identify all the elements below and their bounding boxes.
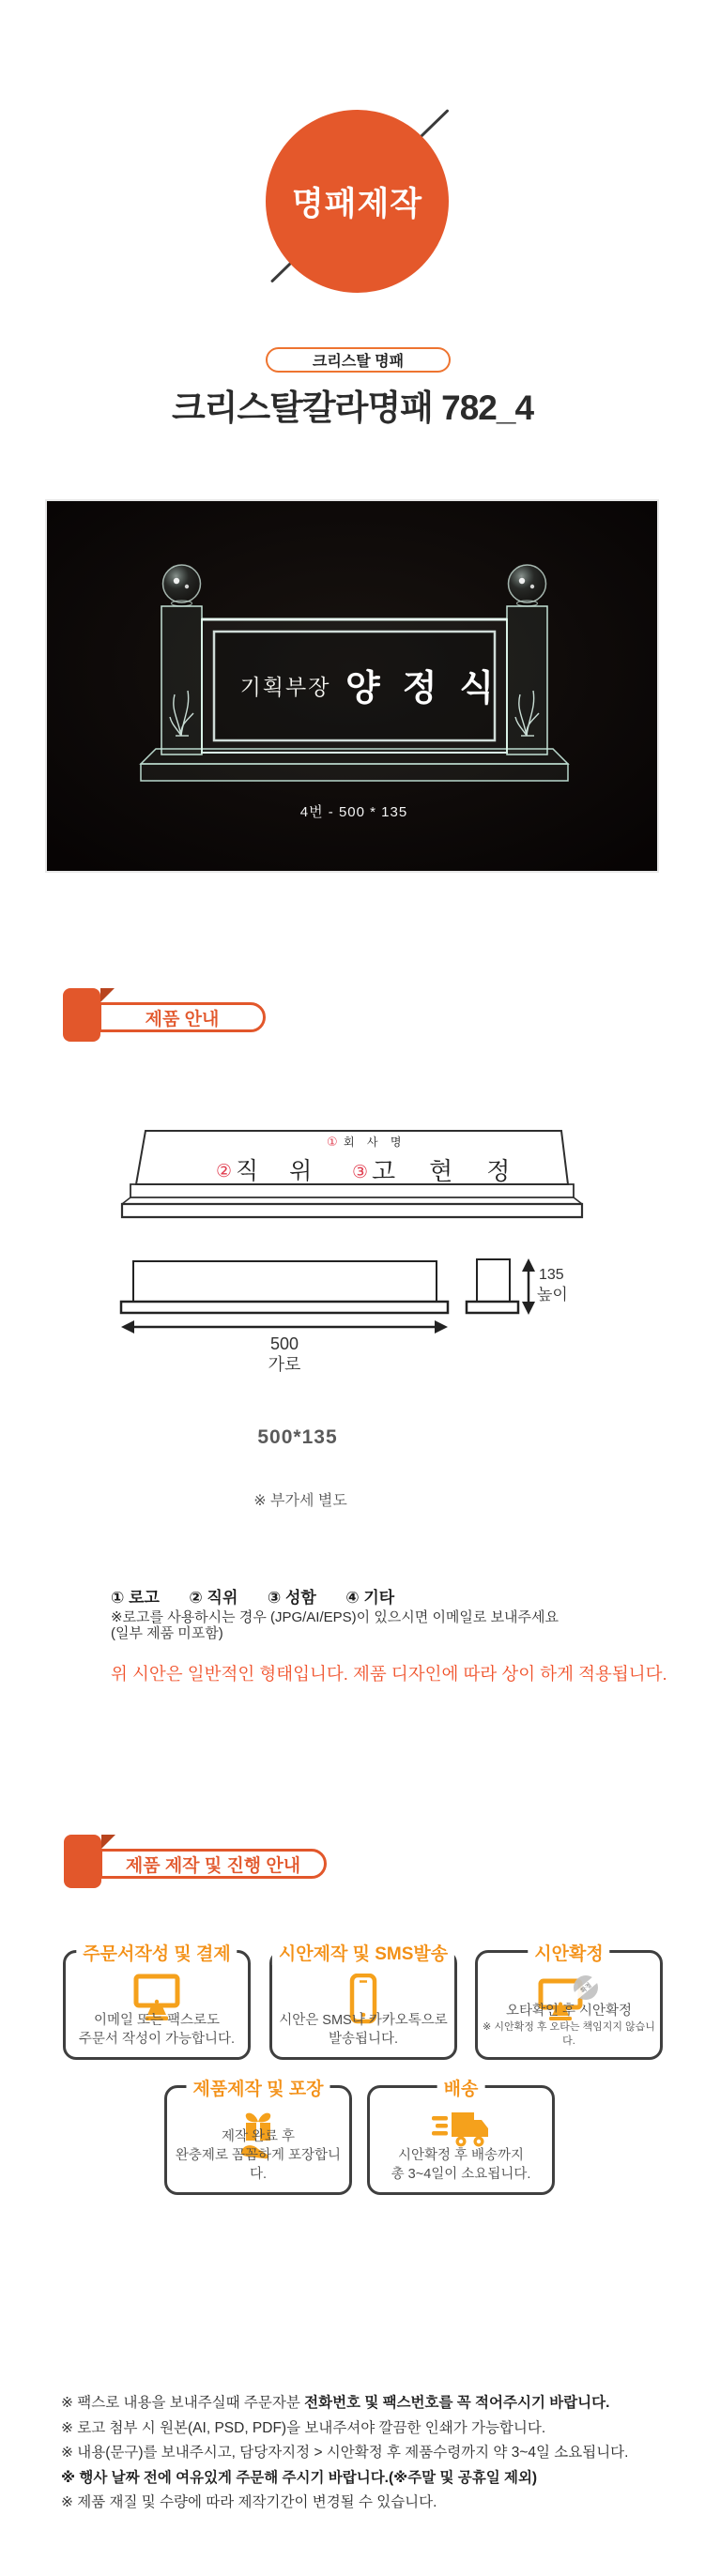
footer-notes [61, 2391, 628, 2516]
section1-title: 제품 안내 [145, 1009, 220, 1029]
photo-caption: 4번 - 500 * 135 [299, 804, 408, 820]
option-name: ③ 성함 [267, 1589, 316, 1607]
size-spec-text: 500*135 [257, 1426, 338, 1448]
section-header-product-info [63, 988, 269, 1042]
footer-note-3: ※ 내용(문구)를 보내주시고, 담당자지정 > 시안확정 후 제품수령까지 약 3~4일 소요됩니다. [61, 2445, 629, 2461]
diagram-field3-number: ③ [352, 1163, 369, 1182]
width-dimension-arrow [121, 1320, 448, 1334]
plate-position-text: 기획부장 [239, 676, 331, 699]
step2-description: 시안은 SMS나 카카오톡으로 발송됩니다. [279, 2013, 448, 2047]
diagram-field3-label: 고현정 [372, 1157, 544, 1185]
step4-title: 제품제작 및 포장 [186, 2075, 330, 2100]
category-pill-label: 크리스탈 명패 [312, 354, 405, 370]
footer-note-5: ※ 제품 재질 및 수량에 따라 제작기간이 변경될 수 있습니다. [61, 2494, 437, 2510]
category-pill [266, 347, 451, 373]
step2-title: 시안제작 및 SMS발송 [272, 1940, 454, 1965]
hero-category-badge [266, 110, 449, 293]
hero-badge-label: 명패제작 [291, 185, 423, 222]
right-crystal-pillar [507, 565, 547, 755]
process-step-draft-sms [269, 1944, 457, 2060]
step5-title: 배송 [437, 2075, 485, 2100]
diagram-field1-label: 회 사 명 [344, 1136, 406, 1149]
left-crystal-pillar [161, 565, 202, 755]
logo-file-note-2: (일부 제품 미포함) [111, 1625, 223, 1641]
product-photo [45, 499, 659, 873]
section2-pill [100, 1849, 327, 1879]
footer-note-1: ※ 팩스로 내용을 보내주실때 주문자분 전화번호 및 팩스번호를 꼭 적어주시기 바랍니다. [61, 2395, 610, 2411]
diagram-field2-label: 직 위 [236, 1158, 325, 1184]
footer-note-2: ※ 로고 첨부 시 원본(AI, PSD, PDF)을 보내주셔야 깔끔한 인쇄가 가능합니다. [61, 2419, 546, 2436]
step1-description: 이메일 또는 팩스로도 주문서 작성이 가능합니다. [78, 2013, 236, 2047]
width-value: 500 [269, 1334, 299, 1353]
nameplate-plate [202, 619, 516, 753]
process-step-confirm [475, 1944, 663, 2060]
dimension-diagram [103, 1126, 601, 1384]
section2-title: 제품 제작 및 진행 안내 [125, 1855, 301, 1876]
left-crystal-sphere [163, 565, 201, 602]
step3-title: 시안확정 [528, 1940, 609, 1965]
process-step-order [63, 1944, 251, 2060]
logo-file-note: ※로고를 사용하시는 경우 (JPG/AI/EPS)이 있으시면 이메일로 보내주세요 [111, 1609, 559, 1625]
section1-pill [99, 1002, 266, 1032]
design-warning-text: 위 시안은 일반적인 형태입니다. 제품 디자인에 따라 상이 하게 적용됩니다. [111, 1664, 667, 1684]
step3-description: 오타확인 후 시안확정 ※ 시안확정 후 오타는 책임지지 않습니다. [478, 2002, 660, 2049]
section-header-process [64, 1835, 336, 1888]
diagram-field2-number: ② [216, 1162, 233, 1181]
step5-description: 시안확정 후 배송까지 총 3~4일이 소요됩니다. [391, 2148, 531, 2182]
option-logo: ① 로고 [111, 1589, 160, 1607]
diagram-side-view [467, 1259, 518, 1313]
stamp-label: 확정 [579, 1982, 593, 1995]
section2-tab-square [64, 1835, 101, 1888]
section1-tab-fold [100, 988, 115, 1002]
engraving-options-row [111, 1584, 420, 1608]
height-label: 높이 [537, 1286, 568, 1303]
option-position: ② 직위 [189, 1589, 238, 1607]
section2-tab-fold [101, 1835, 115, 1849]
height-value: 135 [539, 1267, 564, 1283]
crystal-nameplate-illustration [47, 501, 657, 871]
page-title: 크리스탈칼라명패 782_4 [171, 389, 534, 427]
diagram-field1-number: ① [327, 1135, 338, 1149]
plate-name-text: 양정식 [345, 669, 517, 709]
process-step-delivery [367, 2080, 555, 2195]
diagram-front-view [121, 1261, 448, 1313]
step1-title: 주문서작성 및 결제 [76, 1940, 237, 1965]
height-dimension-arrow [522, 1258, 535, 1315]
step3-subnote: ※ 시안확정 후 오타는 책임지지 않습니다. [483, 2020, 655, 2047]
vat-note: ※ 부가세 별도 [253, 1493, 347, 1509]
right-crystal-sphere [509, 565, 546, 602]
crystal-base-tray [141, 749, 568, 781]
section1-tab-square [63, 988, 100, 1042]
step4-description: 제작 완료 후 완충제로 꼼꼼하게 포장합니다. [175, 2129, 342, 2182]
option-etc: ④ 기타 [345, 1589, 395, 1607]
width-label: 가로 [268, 1355, 301, 1374]
footer-note-4: ※ 행사 날짜 전에 여유있게 주문해 주시기 바랍니다.(※주말 및 공휴일 제외) [61, 2469, 538, 2486]
process-step-packing [164, 2080, 352, 2195]
